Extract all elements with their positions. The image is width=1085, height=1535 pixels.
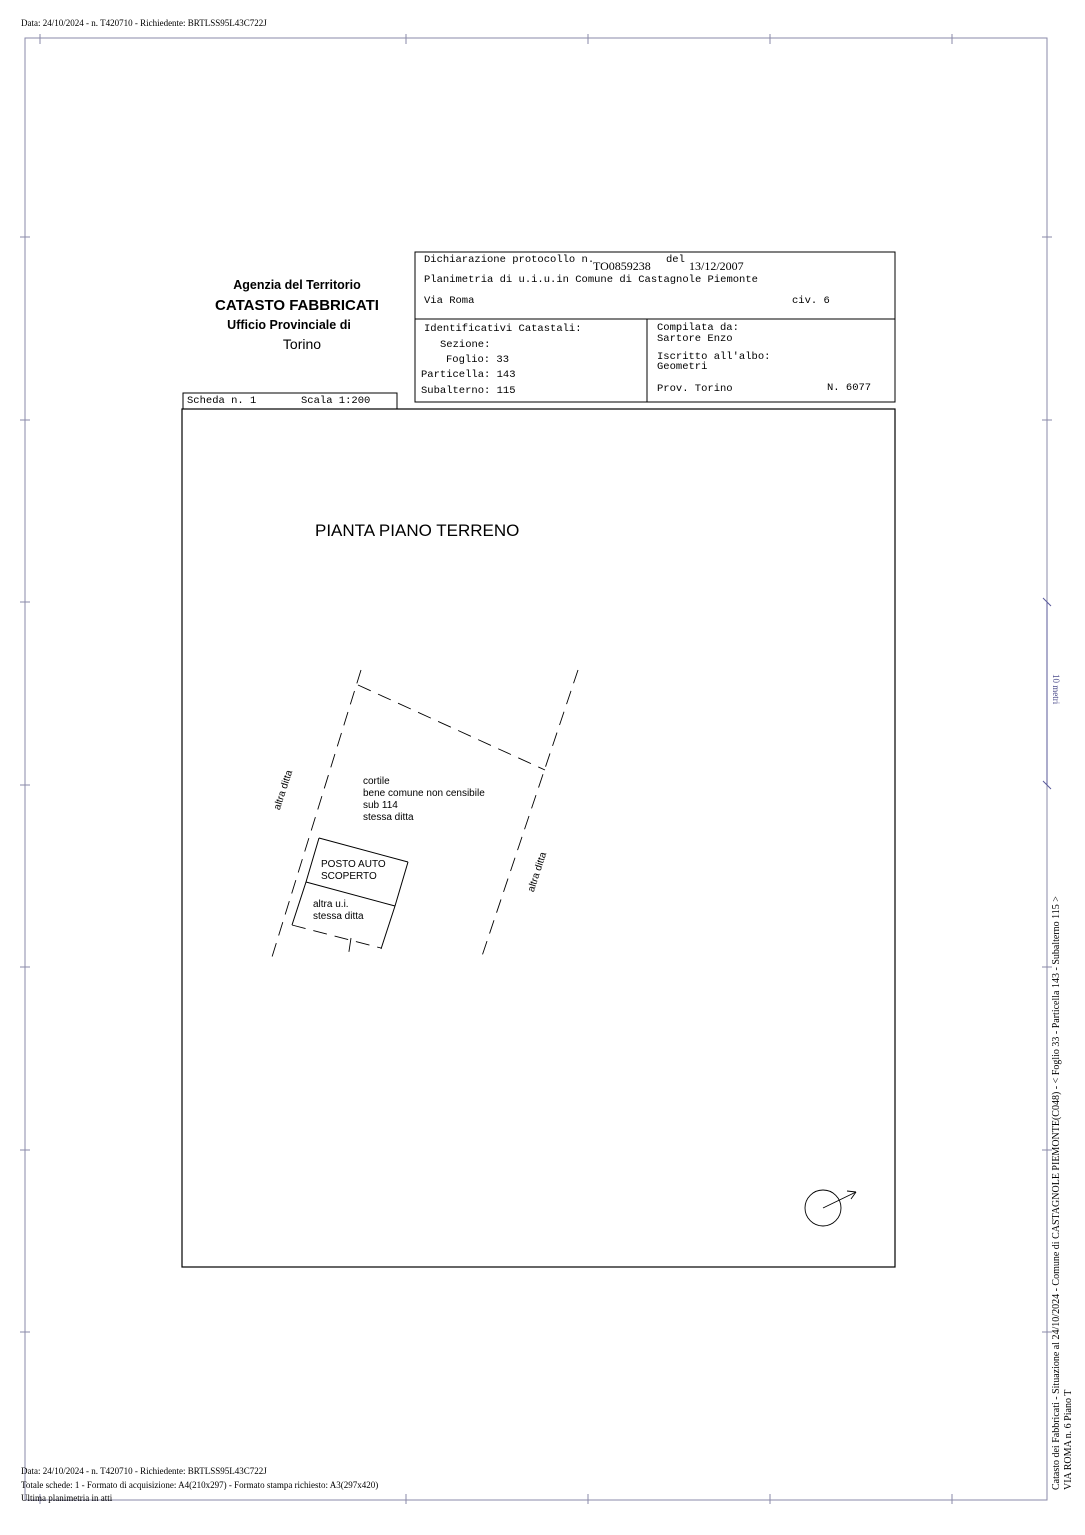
particella: Particella: 143 — [421, 369, 516, 381]
protocol-label: Dichiarazione protocollo n. — [424, 254, 595, 266]
protocol-number: TO0859238 — [593, 259, 651, 273]
posto-auto-outline — [292, 838, 408, 949]
posto-auto-line1: POSTO AUTO — [321, 859, 386, 870]
del-label: del — [666, 254, 685, 266]
declaration-date: 13/12/2007 — [689, 259, 744, 273]
identifiers-title: Identificativi Catastali: — [424, 323, 582, 335]
altra-ui-line1: altra u.i. — [313, 899, 349, 910]
albo-label: Iscritto all'albo: — [657, 351, 771, 363]
footer-line2: Totale schede: 1 - Formato di acquisizione: A4(210x297) - Formato stampa richiesto: A3(297x420) — [21, 1480, 379, 1490]
footer-line1: Data: 24/10/2024 - n. T420710 - Richiedente: BRTLSS95L43C722J — [21, 1466, 267, 1476]
compiler-number: N. 6077 — [827, 382, 872, 394]
altra-ditta-right: altra ditta — [526, 850, 550, 894]
cortile-line2: bene comune non censibile — [363, 788, 485, 799]
civic-number: civ. 6 — [792, 295, 830, 307]
side-text-line1: Catasto dei Fabbricati - Situazione al 24/10/2024 - Comune di CASTAGNOLE PIEMONTE(C048) - < Foglio 33 - Particella 143 - Subalterno 115 > — [1051, 896, 1062, 1490]
side-text-line2: VIA ROMA n. 6 Piano T — [1063, 1389, 1074, 1490]
agency-line1: Agenzia del Territorio — [233, 278, 361, 292]
scale-bar-label: 10 metri — [1051, 674, 1061, 705]
agency-line2: CATASTO FABBRICATI — [215, 297, 379, 314]
scala: Scala 1:200 — [301, 395, 371, 407]
address: Via Roma — [424, 295, 475, 307]
agency-line3: Ufficio Provinciale di — [227, 318, 351, 332]
sezione: Sezione: — [440, 339, 491, 351]
compiler-label: Compilata da: — [657, 322, 739, 334]
altra-ui-line2: stessa ditta — [313, 911, 364, 922]
footer-line3: Ultima planimetria in atti — [21, 1493, 113, 1503]
foglio: Foglio: 33 — [446, 354, 510, 366]
cortile-line4: stessa ditta — [363, 812, 414, 823]
plan-box — [182, 409, 895, 1267]
planimetry-label: Planimetria di u.i.u.in Comune di Castagnole Piemonte — [424, 274, 758, 286]
subalterno: Subalterno: 115 — [421, 385, 516, 397]
cortile-line3: sub 114 — [363, 800, 398, 811]
cortile-line1: cortile — [363, 776, 390, 787]
altra-ditta-left: altra ditta — [272, 768, 296, 812]
plan-title: PIANTA PIANO TERRENO — [315, 521, 520, 540]
scheda-number: Scheda n. 1 — [187, 395, 257, 407]
agency-line4: Torino — [282, 336, 322, 352]
compiler-province: Prov. Torino — [657, 383, 733, 395]
header-top-text: Data: 24/10/2024 - n. T420710 - Richiedente: BRTLSS95L43C722J — [21, 18, 267, 28]
scale-bar — [1043, 598, 1051, 789]
compiler-name: Sartore Enzo — [657, 333, 733, 345]
north-arrow-icon — [805, 1190, 856, 1226]
albo-value: Geometri — [657, 361, 708, 373]
posto-auto-line2: SCOPERTO — [321, 871, 377, 882]
